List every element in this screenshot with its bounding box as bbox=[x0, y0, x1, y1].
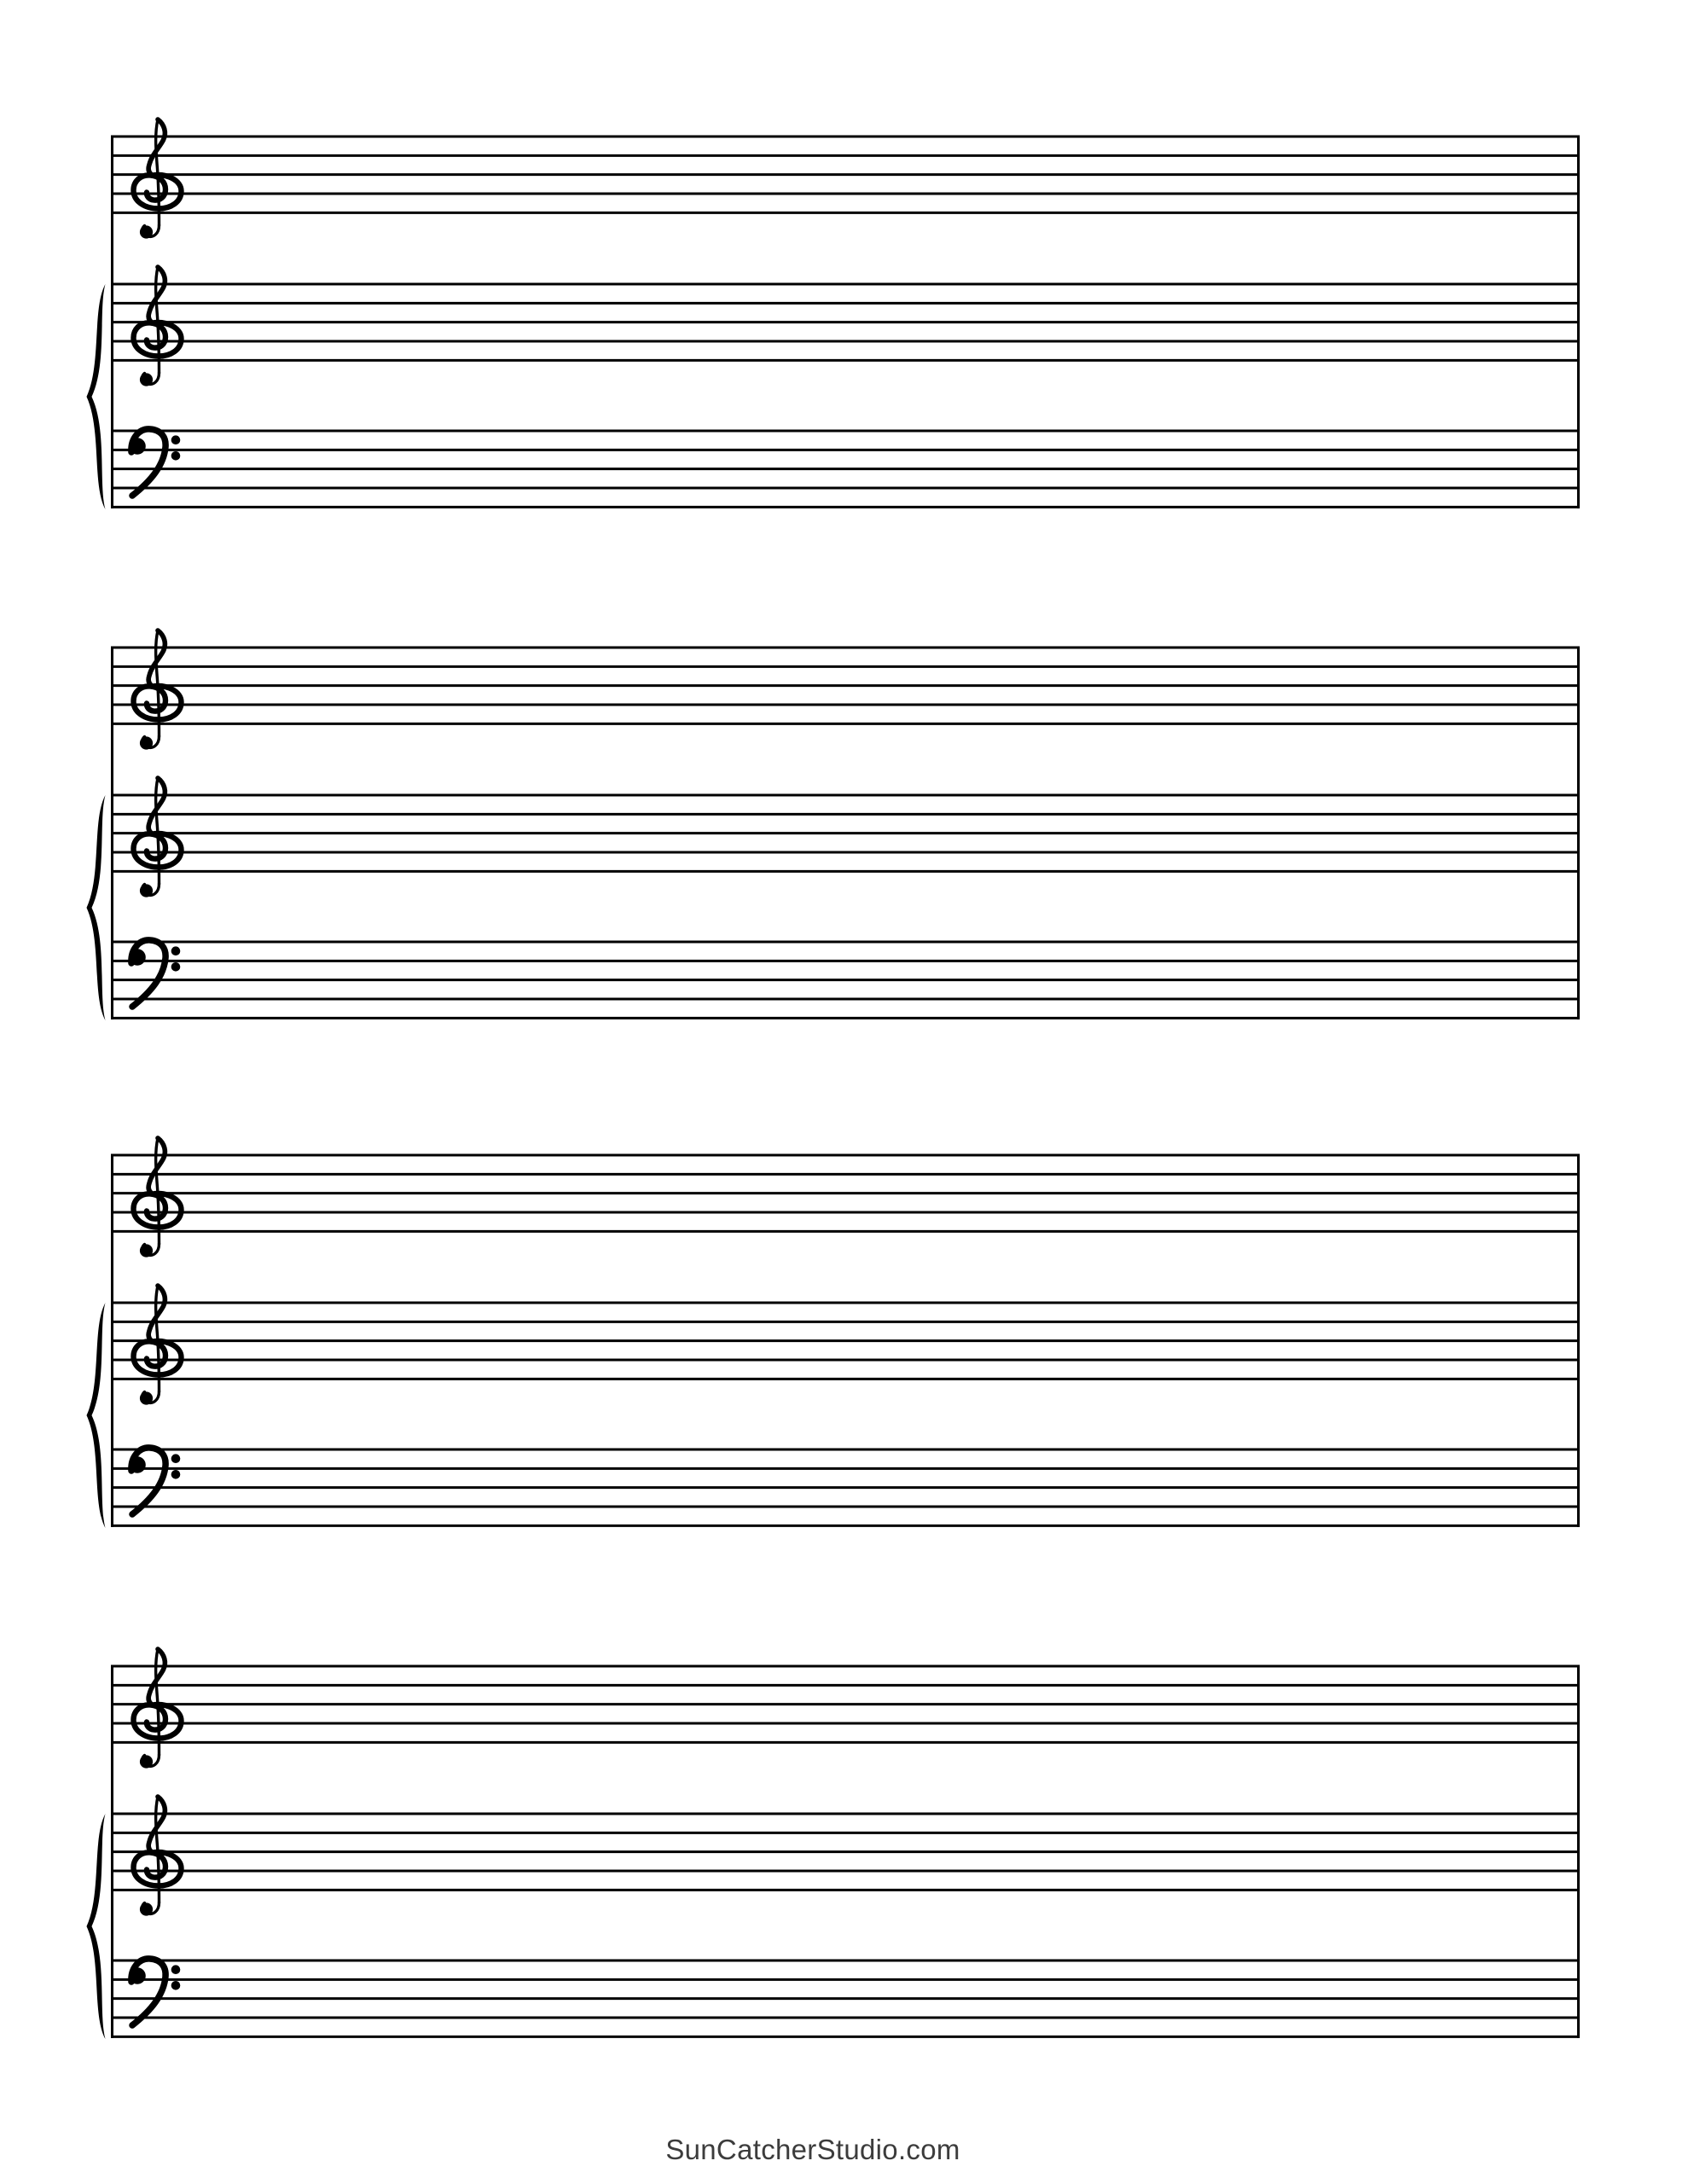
footer bbox=[665, 2135, 960, 2165]
system-3 bbox=[87, 1138, 1581, 1528]
system-4 bbox=[87, 1649, 1581, 2039]
system-2 bbox=[87, 630, 1581, 1020]
website-label: SunCatcherStudio.com bbox=[665, 2134, 960, 2165]
system-1 bbox=[87, 119, 1581, 509]
